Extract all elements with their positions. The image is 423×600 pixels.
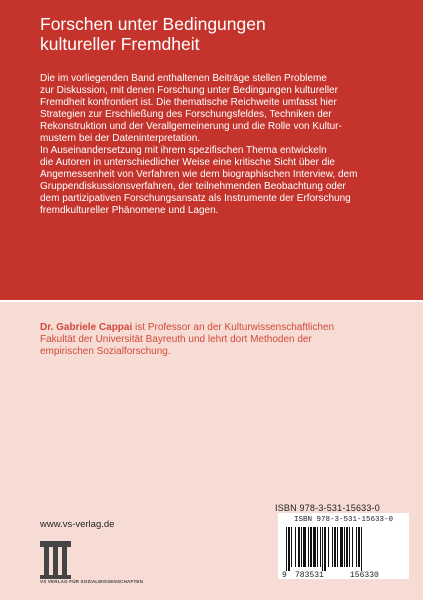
blurb-line: fremdkultureller Phänomene und Lagen.: [40, 205, 219, 216]
blurb-line: mustern bei der Dateninterpretation.: [40, 133, 201, 144]
barcode-bar: [298, 527, 300, 567]
barcode-bar: [317, 527, 318, 567]
title-line: Forschen unter Bedingungen: [40, 14, 266, 34]
barcode-bar: [320, 527, 321, 567]
barcode-bar: [301, 527, 302, 567]
blurb-line: zur Diskussion, mit denen Forschung unter Bedingungen kultureller: [40, 85, 338, 96]
author-bio-line: Fakultät der Universität Bayreuth und lehrt dort Methoden der: [40, 334, 312, 345]
blurb-line: Angemessenheit von Verfahren wie dem biographischen Interview, dem: [40, 169, 358, 180]
author-bio-line: empirischen Sozialforschung.: [40, 346, 171, 357]
barcode-bar: [332, 527, 333, 567]
barcode-bar: [322, 527, 323, 571]
isbn-label: ISBN 978-3-531-15633-0: [275, 503, 380, 513]
barcode-bar: [346, 527, 348, 567]
publisher-website[interactable]: www.vs-verlag.de: [40, 519, 115, 530]
barcode-bar: [295, 527, 296, 567]
blurb-line: Fremdheit konfrontiert ist. Die thematische Reichweite umfasst hier: [40, 97, 337, 108]
barcode-bar: [291, 527, 292, 567]
barcode-bar: [349, 527, 350, 567]
author-bio: [40, 322, 390, 358]
barcode-digit-group: 783531: [295, 571, 324, 580]
barcode-bar: [337, 527, 338, 567]
author-name: Dr. Gabriele Cappai: [40, 322, 133, 333]
barcode-bar: [344, 527, 345, 567]
barcode-bar: [334, 527, 336, 567]
barcode-bar: [352, 527, 353, 567]
blurb-line: Strategien zur Erschließung des Forschungsfeldes, Techniken der: [40, 109, 332, 120]
author-bio-line: [40, 322, 390, 334]
barcode: [278, 513, 409, 579]
barcode-bar: [288, 527, 290, 571]
barcode-digit-group: 156330: [350, 571, 379, 580]
barcode-digit-group: 9: [282, 571, 287, 580]
barcode-bar: [328, 527, 329, 567]
barcode-bar: [308, 527, 309, 567]
blurb-line: die Autoren in unterschiedlicher Weise eine kritische Sicht über die: [40, 157, 335, 168]
barcode-bar: [358, 527, 360, 567]
blurb-line: Gruppendiskussionsverfahren, der teilnehmenden Beobachtung oder: [40, 181, 346, 192]
barcode-bar: [361, 527, 362, 571]
title-line: kultureller Fremdheit: [40, 34, 200, 54]
blurb-line: Rekonstruktion und der Verallgemeinerung und die Rolle von Kultur-: [40, 121, 342, 132]
barcode-bar: [324, 527, 326, 571]
barcode-bar: [313, 527, 316, 567]
barcode-bars: [284, 527, 404, 571]
blurb-line: Die im vorliegenden Band enthaltenen Beiträge stellen Probleme: [40, 73, 327, 84]
publisher-name: VS VERLAG FÜR SOZIALWISSENSCHAFTEN: [40, 579, 144, 584]
blurb-line: dem partizipativen Forschungsansatz als Instrumente der Erforschung: [40, 193, 351, 204]
barcode-bar: [356, 527, 357, 567]
book-blurb: [40, 73, 390, 217]
author-bio-text: ist Professor an der Kulturwissenschaftlichen: [132, 322, 335, 333]
barcode-bar: [286, 527, 287, 571]
publisher-logo-icon: [40, 541, 160, 581]
barcode-bar: [310, 527, 312, 567]
barcode-bar: [303, 527, 306, 567]
book-title: [40, 14, 390, 54]
barcode-isbn-label: ISBN 978-3-531-15633-0: [293, 516, 394, 524]
barcode-bar: [340, 527, 343, 567]
blurb-line: In Auseinandersetzung mit ihrem spezifischen Thema entwickeln: [40, 145, 327, 156]
